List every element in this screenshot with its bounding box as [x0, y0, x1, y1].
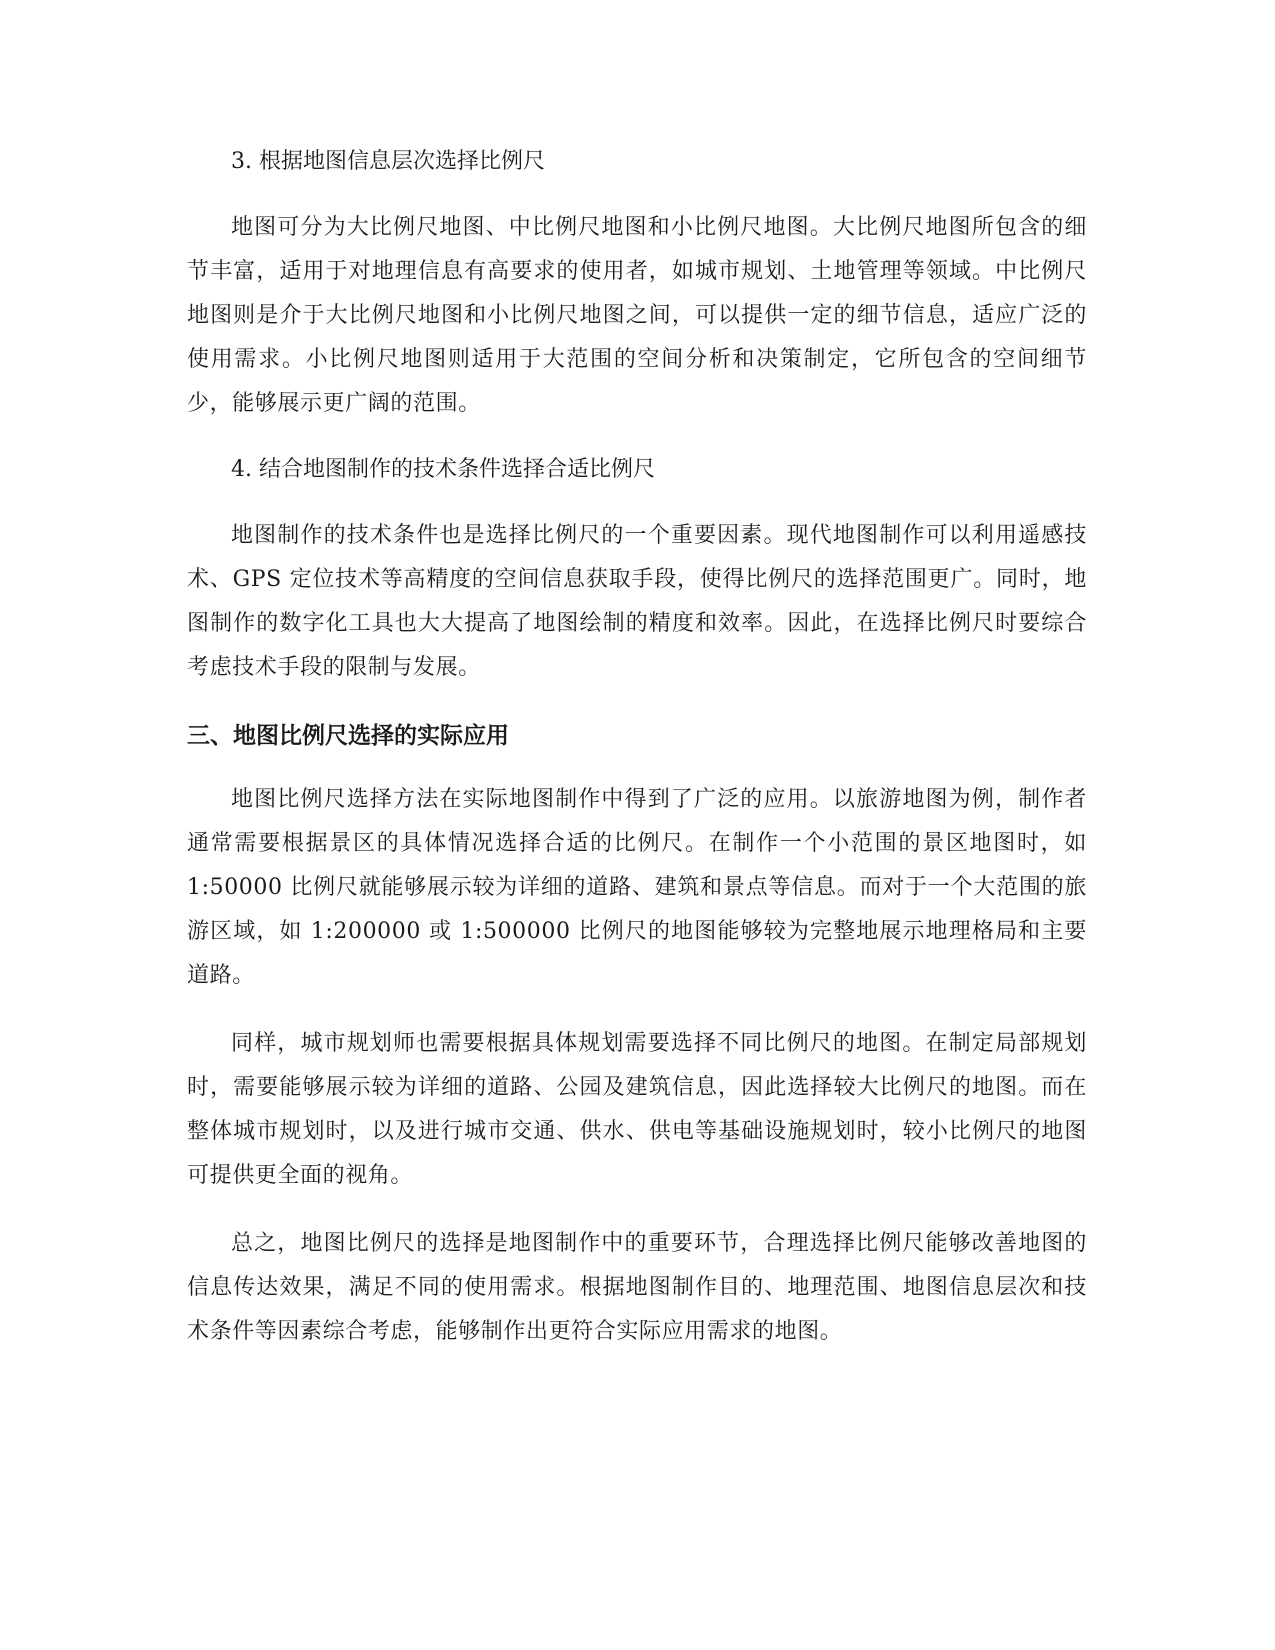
paragraph-urban-planning: 同样，城市规划师也需要根据具体规划需要选择不同比例尺的地图。在制定局部规划时，需要能够展示较为详细的道路、公园及建筑信息，因此选择较大比例尺的地图。而在整体城市规划时，以及进行城市交通、供水、供电等基础设施规划时，较小比例尺的地图可提供更全面的视角。	[187, 1031, 1087, 1188]
paragraph-technical-conditions: 地图制作的技术条件也是选择比例尺的一个重要因素。现代地图制作可以利用遥感技术、GPS 定位技术等高精度的空间信息获取手段，使得比例尺的选择范围更广。同时，地图制作的数字化工具也大大提高了地图绘制的精度和效率。因此，在选择比例尺时要综合考虑技术手段的限制与发展。	[187, 523, 1087, 680]
paragraph-conclusion: 总之，地图比例尺的选择是地图制作中的重要环节，合理选择比例尺能够改善地图的信息传达效果，满足不同的使用需求。根据地图制作目的、地理范围、地图信息层次和技术条件等因素综合考虑，能够制作出更符合实际应用需求的地图。	[187, 1231, 1087, 1344]
section-heading-3: 三、地图比例尺选择的实际应用	[187, 723, 509, 749]
document-page	[187, 142, 1087, 1378]
subheading-4: 4. 结合地图制作的技术条件选择合适比例尺	[231, 457, 655, 482]
paragraph-map-scale-levels: 地图可分为大比例尺地图、中比例尺地图和小比例尺地图。大比例尺地图所包含的细节丰富，适用于对地理信息有高要求的使用者，如城市规划、土地管理等领域。中比例尺地图则是介于大比例尺地图和小比例尺地图之间，可以提供一定的细节信息，适应广泛的使用需求。小比例尺地图则适用于大范围的空间分析和决策制定，它所包含的空间细节少，能够展示更广阔的范围。	[187, 215, 1087, 416]
subheading-3: 3. 根据地图信息层次选择比例尺	[231, 149, 545, 174]
paragraph-tourism-maps: 地图比例尺选择方法在实际地图制作中得到了广泛的应用。以旅游地图为例，制作者通常需要根据景区的具体情况选择合适的比例尺。在制作一个小范围的景区地图时，如 1:50000 比例尺就能够展示较为详细的道路、建筑和景点等信息。而对于一个大范围的旅游区域，如 1:200000 或 1:500000 比例尺的地图能够较为完整地展示地理格局和主要道路。	[187, 787, 1087, 988]
